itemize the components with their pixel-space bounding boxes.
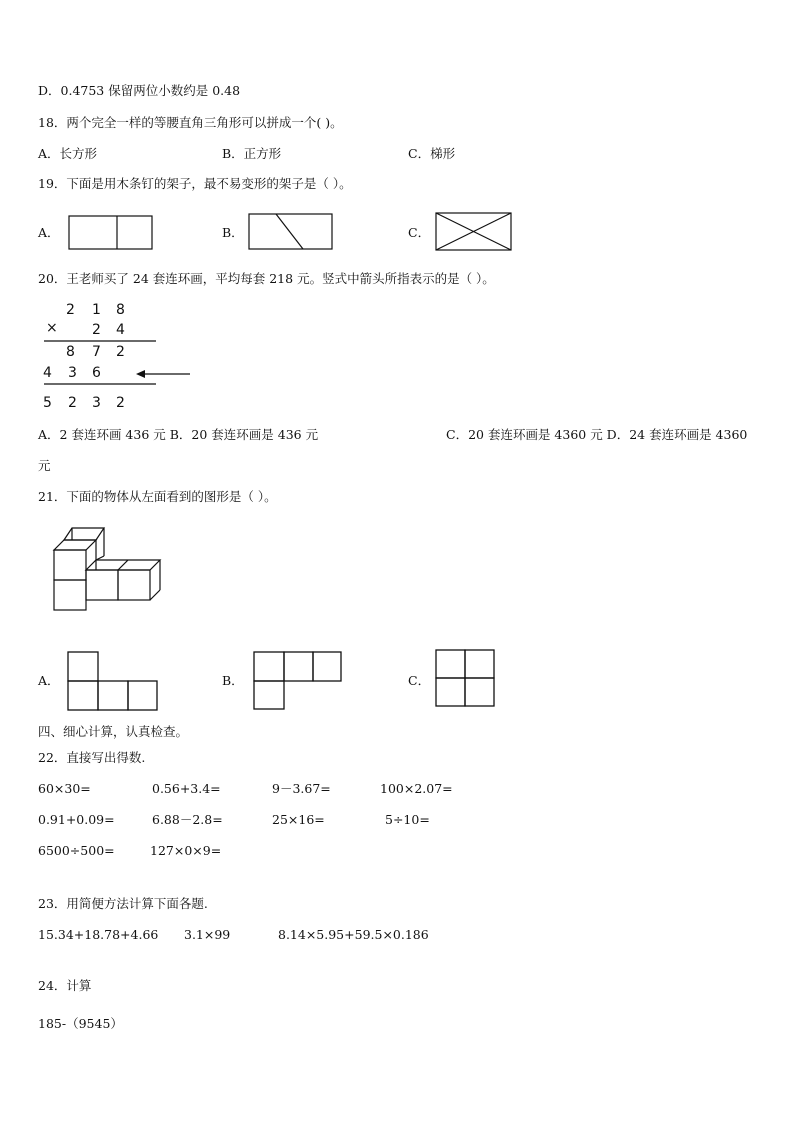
arrow-icon	[136, 368, 192, 380]
calc-line-1	[44, 340, 158, 343]
q22-item: 60×30=	[38, 781, 91, 796]
q21-option-c: C．	[408, 673, 431, 688]
option-d-text: D．0.4753 保留两位小数约是 0.48	[38, 83, 241, 98]
q22-item: 5÷10=	[385, 812, 430, 827]
q23-item: 3.1×99	[184, 927, 231, 942]
calc-digit: 2	[92, 322, 101, 338]
view-b-figure	[252, 650, 344, 712]
question-18: 18．两个完全一样的等腰直角三角形可以拼成一个( )。	[38, 115, 343, 130]
question-22: 22．直接写出得数.	[38, 750, 146, 765]
calc-digit: 6	[92, 365, 101, 381]
calc-digit: 1	[92, 302, 101, 318]
question-20: 20．王老师买了 24 套连环画，平均每套 218 元。竖式中箭头所指表示的是（ ）。	[38, 271, 495, 286]
frame-a-figure	[68, 215, 154, 251]
question-23: 23．用简便方法计算下面各题.	[38, 896, 208, 911]
calc-line-2	[44, 383, 158, 386]
question-24: 24．计算	[38, 978, 92, 993]
q22-item: 0.91+0.09=	[38, 812, 115, 827]
frame-c-figure	[435, 212, 513, 252]
view-c-figure	[434, 648, 496, 708]
q18-option-a: A．长方形	[38, 146, 98, 161]
calc-digit: 2	[68, 395, 77, 411]
view-a-figure	[66, 650, 160, 712]
calc-digit: 2	[116, 344, 125, 360]
calc-digit: 2	[66, 302, 75, 318]
calc-digit: 5	[43, 395, 52, 411]
q19-option-b: B．	[222, 225, 244, 240]
q22-item: 100×2.07=	[380, 781, 453, 796]
q19-option-c: C．	[408, 225, 431, 240]
q23-item: 8.14×5.95+59.5×0.186	[278, 927, 429, 942]
calc-digit: 2	[116, 395, 125, 411]
calc-digit: 4	[43, 365, 52, 381]
calc-digit: 8	[66, 344, 75, 360]
calc-digit: 7	[92, 344, 101, 360]
q22-item: 0.56+3.4=	[152, 781, 221, 796]
q22-item: 6500÷500=	[38, 843, 115, 858]
q18-option-c: C．梯形	[408, 146, 456, 161]
q24-expression: 185-（9545）	[38, 1016, 123, 1031]
section-4-heading: 四、细心计算，认真检查。	[38, 724, 189, 739]
frame-b-figure	[248, 213, 334, 251]
q21-option-b: B．	[222, 673, 244, 688]
q20-options-cd: C．20 套连环画是 4360 元 D．24 套连环画是 4360	[446, 427, 748, 442]
calc-digit: 8	[116, 302, 125, 318]
q21-option-a: A．	[38, 673, 60, 688]
question-19: 19．下面是用木条钉的架子，最不易变形的架子是（ ）。	[38, 176, 352, 191]
calc-digit: 3	[68, 365, 77, 381]
q20-unit: 元	[38, 458, 51, 473]
calc-digit: 3	[92, 395, 101, 411]
q22-item: 6.88－2.8=	[152, 812, 223, 827]
times-sign: ×	[46, 320, 58, 336]
q19-option-a: A．	[38, 225, 60, 240]
q22-item: 9－3.67=	[272, 781, 331, 796]
cube-stack-figure	[50, 522, 164, 614]
q22-item: 25×16=	[272, 812, 325, 827]
q22-item: 127×0×9=	[150, 843, 222, 858]
q23-item: 15.34+18.78+4.66	[38, 927, 159, 942]
calc-digit: 4	[116, 322, 125, 338]
q20-options-ab: A．2 套连环画 436 元 B．20 套连环画是 436 元	[38, 427, 319, 442]
question-21: 21．下面的物体从左面看到的图形是（ ）。	[38, 489, 277, 504]
q18-option-b: B．正方形	[222, 146, 282, 161]
